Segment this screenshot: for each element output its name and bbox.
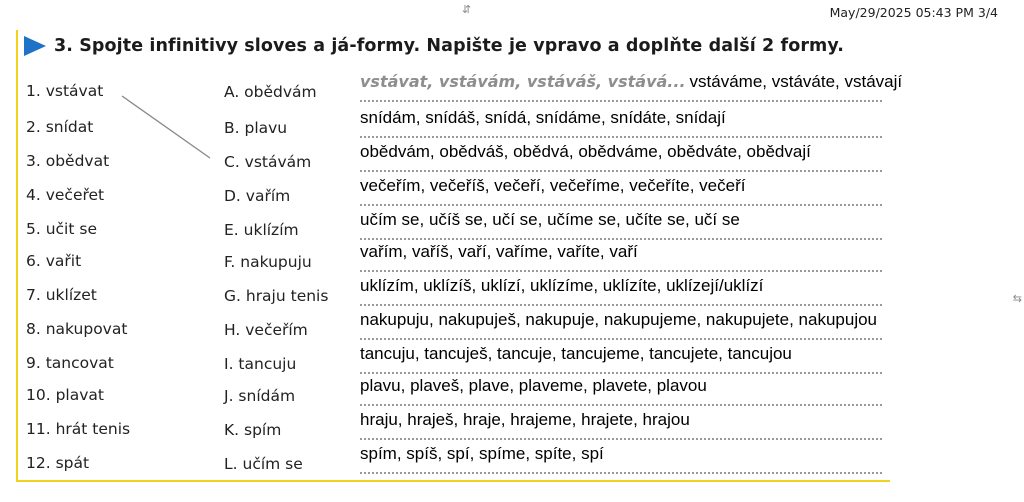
answer-text[interactable]: [360, 108, 726, 128]
answer-value: vstáváme, vstáváte, vstávají: [689, 72, 903, 91]
page-counter: 3/4: [977, 5, 998, 20]
exercise-row: [18, 278, 890, 310]
infinitive-label: 5. učit se: [26, 220, 97, 238]
resize-horizontal-icon[interactable]: ⇆: [1012, 292, 1022, 305]
ja-form-label: L. učím se: [224, 455, 303, 473]
infinitive-label: 2. snídat: [26, 118, 94, 136]
answer-text[interactable]: [360, 344, 792, 364]
answer-line[interactable]: [360, 204, 882, 206]
exercise-row: [18, 110, 890, 142]
answer-value: učím se, učíš se, učí se, učíme se, učíte se, učí se: [360, 210, 740, 229]
answer-line[interactable]: [360, 472, 882, 474]
answer-line[interactable]: [360, 170, 882, 172]
answer-line[interactable]: [360, 304, 882, 306]
infinitive-label: 3. obědvat: [26, 152, 110, 170]
infinitive-label: 1. vstávat: [26, 82, 104, 100]
answer-line[interactable]: [360, 372, 882, 374]
answer-value: vařím, vaříš, vaří, vaříme, vaříte, vaří: [360, 242, 638, 261]
infinitive-label: 9. tancovat: [26, 354, 114, 372]
answer-value: obědvám, obědváš, obědvá, obědváme, obědváte, obědvají: [360, 142, 811, 161]
answer-value: spím, spíš, spí, spíme, spíte, spí: [360, 444, 604, 463]
answer-line[interactable]: [360, 238, 882, 240]
exercise-row: [18, 446, 890, 478]
answer-value: nakupuju, nakupuješ, nakupuje, nakupujeme, nakupujete, nakupujou: [360, 310, 878, 329]
answer-text[interactable]: [360, 142, 811, 162]
answer-text[interactable]: [360, 376, 707, 396]
answer-line[interactable]: [360, 338, 882, 340]
exercise-page: [16, 30, 903, 482]
resize-vertical-icon[interactable]: ⇵: [462, 3, 472, 16]
answer-text[interactable]: [360, 276, 763, 296]
datetime-text: May/29/2025 05:43 PM: [829, 5, 974, 20]
ja-form-label: I. tancuju: [224, 355, 297, 373]
answer-text[interactable]: [360, 444, 604, 464]
exercise-row: [18, 378, 890, 410]
answer-line[interactable]: [360, 100, 882, 102]
ja-form-label: C. vstávám: [224, 153, 312, 171]
infinitive-label: 6. vařit: [26, 252, 82, 270]
infinitive-label: 10. plavat: [26, 386, 104, 404]
status-datetime: [830, 5, 998, 20]
answer-line[interactable]: [360, 136, 882, 138]
exercise-row: [18, 212, 890, 244]
exercise-row: [18, 312, 890, 344]
exercise-heading: [24, 36, 844, 56]
answer-value: uklízím, uklízíš, uklízí, uklízíme, uklízíte, uklízejí/uklízí: [360, 276, 764, 295]
answer-line[interactable]: [360, 404, 882, 406]
ja-form-label: G. hraju tenis: [224, 287, 329, 305]
infinitive-label: 11. hrát tenis: [26, 420, 131, 438]
answer-text[interactable]: [360, 210, 740, 230]
answer-text[interactable]: [360, 176, 745, 196]
ja-form-label: F. nakupuju: [224, 253, 312, 271]
answer-text[interactable]: [360, 410, 690, 430]
ja-form-label: E. uklízím: [224, 221, 299, 239]
answer-line[interactable]: [360, 270, 882, 272]
answer-text[interactable]: [360, 310, 877, 330]
ja-form-label: A. obědvám: [224, 83, 317, 101]
infinitive-label: 12. spát: [26, 454, 90, 472]
ja-form-label: D. vařím: [224, 187, 291, 205]
triangle-arrow-icon: [24, 36, 46, 56]
exercise-row: [18, 244, 890, 276]
example-text: vstávat, vstávám, vstáváš, vstává...: [360, 72, 686, 91]
exercise-row: [18, 72, 903, 106]
exercise-row: [18, 412, 890, 444]
answer-value: večeřím, večeříš, večeří, večeříme, večeříte, večeří: [360, 176, 746, 195]
ja-form-label: J. snídám: [224, 387, 296, 405]
exercise-row: [18, 144, 890, 176]
infinitive-label: 7. uklízet: [26, 286, 97, 304]
answer-text[interactable]: [360, 242, 638, 262]
exercise-row: [18, 178, 890, 210]
ja-form-label: B. plavu: [224, 119, 288, 137]
infinitive-label: 8. nakupovat: [26, 320, 128, 338]
ja-form-label: K. spím: [224, 421, 282, 439]
heading-text: 3. Spojte infinitivy sloves a já-formy. Napište je vpravo a doplňte další 2 formy.: [54, 36, 845, 56]
answer-value: hraju, hraješ, hraje, hrajeme, hrajete, hrajou: [360, 410, 690, 429]
answer-text[interactable]: [360, 72, 902, 92]
answer-value: plavu, plaveš, plave, plaveme, plavete, plavou: [360, 376, 707, 395]
answer-line[interactable]: [360, 438, 882, 440]
ja-form-label: H. večeřím: [224, 321, 308, 339]
exercise-row: [18, 346, 890, 378]
infinitive-label: 4. večeřet: [26, 186, 105, 204]
answer-value: snídám, snídáš, snídá, snídáme, snídáte, snídají: [360, 108, 726, 127]
answer-value: tancuju, tancuješ, tancuje, tancujeme, tancujete, tancujou: [360, 344, 792, 363]
